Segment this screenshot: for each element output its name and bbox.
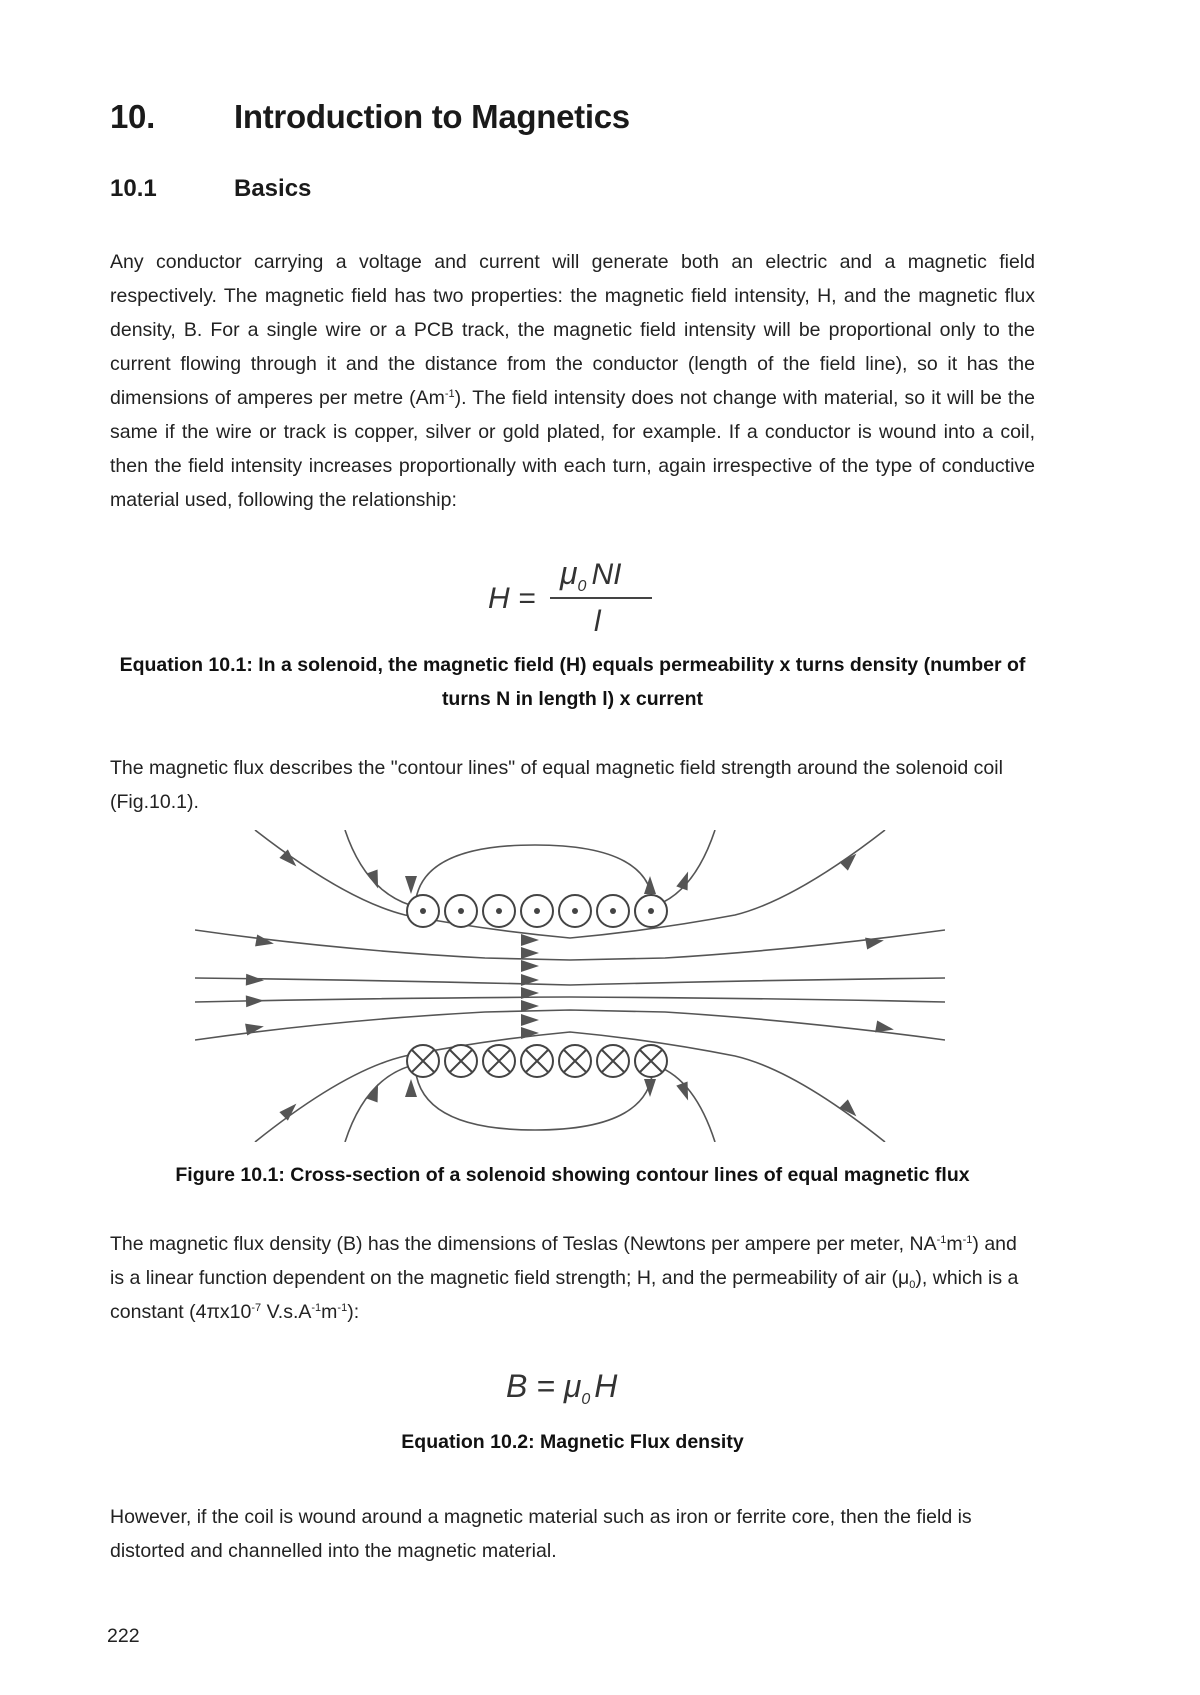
section-title: Basics [234,175,312,202]
dot-icon [458,908,464,914]
superscript: -1 [337,1302,348,1314]
dot-icon [572,908,578,914]
dot-icon [648,908,654,914]
arrowhead [839,849,860,870]
field-line [345,1066,410,1142]
field-line [195,930,945,960]
arrowhead [366,1081,383,1102]
dot-icon [610,908,616,914]
field-line [195,978,945,985]
equation1-caption: Equation 10.1: In a solenoid, the magnetic field (H) equals permeability x turns density (number of turns N in length l) x current [119,654,1026,710]
figure-caption: Figure 10.1: Cross-section of a solenoid showing contour lines of equal magnetic flux [175,1164,970,1186]
subscript: 0 [909,1279,916,1291]
arrowhead [644,876,656,894]
mu-symbol: μ [560,555,578,591]
superscript: -1 [936,1234,947,1246]
dot-icon [420,908,426,914]
arrowhead [255,935,275,950]
equation2 [506,1368,617,1409]
field-line [345,830,410,905]
text-run: The magnetic flux density (B) has the dimensions of Teslas (Newtons per ampere per meter, NA [110,1233,937,1255]
text-run: V.s.A [261,1301,312,1323]
text-run: m [946,1233,963,1255]
arrowhead [521,1014,539,1026]
paragraph-basics [110,245,1035,517]
subscript: 0 [581,1391,591,1408]
fraction-bar [550,597,652,599]
superscript: -1 [444,388,455,400]
equation2-lhs: B = μ [506,1368,582,1404]
section-heading [110,175,311,203]
arrowhead [405,876,417,894]
arrowhead [521,1027,539,1039]
arrowhead [245,1021,265,1036]
arrowhead [521,934,539,946]
text-run: ), which is a constant (4πx10 [110,1267,1019,1323]
arrowhead [279,849,300,870]
superscript: -7 [251,1302,262,1314]
chapter-title: Introduction to Magnetics [234,98,630,135]
arrowhead [366,869,383,890]
dot-icon [534,908,540,914]
text-run: ) and is a linear function dependent on the magnetic field strength; H, and the permeability of air (μ [110,1233,1017,1289]
chapter-number: 10. [110,98,155,135]
paragraph-flux-density [110,1227,1035,1329]
equation1-denominator: l [594,605,601,638]
superscript: -1 [311,1302,322,1314]
equation2-caption: Equation 10.2: Magnetic Flux density [401,1431,744,1453]
arrowhead [246,974,264,987]
text-run: ): [347,1301,360,1323]
field-line [195,1010,945,1040]
paragraph-core: However, if the coil is wound around a magnetic material such as iron or ferrite core, then the field is distorted and channelled into the magnetic material. [110,1506,972,1562]
subscript: 0 [577,578,587,595]
arrowhead [865,935,885,950]
arrowhead [246,995,264,1008]
field-line [657,1066,715,1142]
chapter-heading [110,98,630,136]
dot-icon [496,908,502,914]
arrowhead [521,947,539,959]
page-number: 222 [107,1625,140,1647]
text-run: m [321,1301,338,1323]
text-run: ). The field intensity does not change with material, so it will be the same if the wire or track is copper, silver or gold plated, for example. If a conductor is wound into a coil, then the field intensity increases proportionally with each turn, again irrespective of the type of conductive material used, following the relationship: [110,387,1036,511]
field-line [195,997,945,1002]
field-line [657,830,715,905]
arrowhead [405,1079,417,1097]
equation1-numerator [560,555,621,596]
arrowhead [676,869,693,890]
superscript: -1 [962,1234,973,1246]
section-number: 10.1 [110,175,157,202]
equation2-rhs: H [594,1368,618,1404]
solenoid-figure [195,830,945,1142]
paragraph-flux: The magnetic flux describes the "contour lines" of equal magnetic field strength around the solenoid coil (Fig.10.1). [110,757,1003,813]
equation1-lhs: H = [488,582,536,615]
text-run: Any conductor carrying a voltage and current will generate both an electric and a magnetic field respectively. The magnetic field has two properties: the magnetic field intensity, H, and the magnetic flux density, B. For a single wire or a PCB track, the magnetic field intensity will be proportional only to the current flowing through it and the distance from the conductor (length of the field line), so it has the dimensions of amperes per metre (Am [110,251,1035,409]
numerator-text: NI [591,558,622,591]
arrowhead [521,960,539,972]
